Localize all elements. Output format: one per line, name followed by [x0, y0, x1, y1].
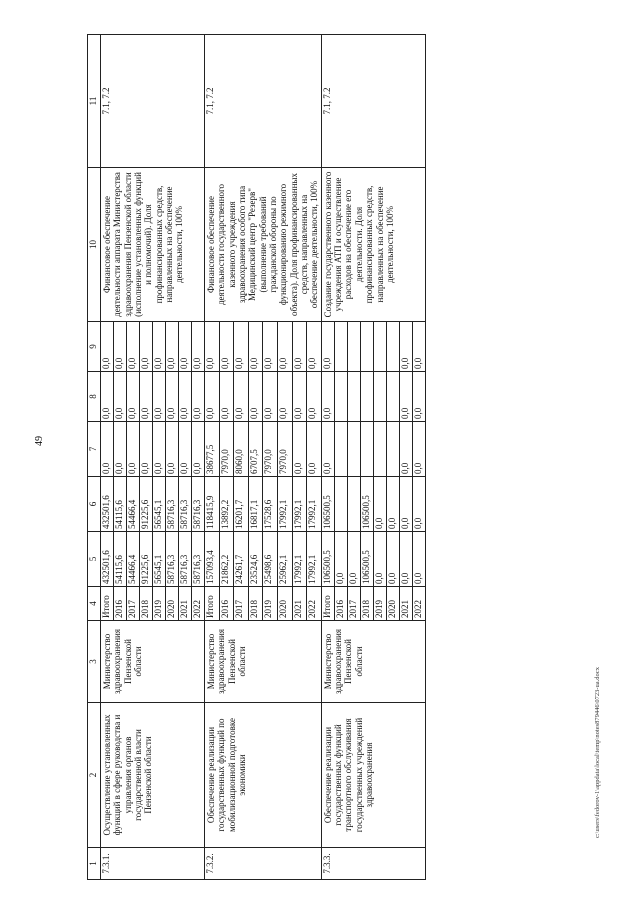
value-cell-col7: 0,0: [140, 422, 153, 477]
value-cell-col7: 7970,0: [219, 422, 234, 477]
value-cell-col6: 0,0: [386, 477, 399, 532]
value-cell-col5: 0,0: [347, 532, 360, 587]
value-cell-col5: 21862,2: [219, 532, 234, 587]
year-cell: 2019: [373, 587, 386, 621]
table-row: [205, 35, 220, 880]
column-header-10: 10: [88, 168, 101, 322]
value-cell-col8: 0,0: [234, 372, 249, 422]
value-cell-col5: 0,0: [399, 532, 412, 587]
row-number: 7.3.2.: [205, 848, 322, 880]
column-header-8: 8: [88, 372, 101, 422]
value-cell-col7: [373, 422, 386, 477]
column-header-11: 11: [88, 35, 101, 168]
value-cell-col8: 0,0: [192, 372, 205, 422]
value-cell-col6: 0,0: [373, 477, 386, 532]
table-row: [321, 35, 334, 880]
row-number: 7.3.3.: [321, 848, 425, 880]
value-cell-col9: 0,0: [219, 322, 234, 372]
value-cell-col8: 0,0: [114, 372, 127, 422]
value-cell-col7: 0,0: [321, 422, 334, 477]
value-cell-col9: 0,0: [263, 322, 278, 372]
column-header-7: 7: [88, 422, 101, 477]
column-header-4: 4: [88, 587, 101, 621]
value-cell-col8: 0,0: [219, 372, 234, 422]
value-cell-col6: 118415,9: [205, 477, 220, 532]
value-cell-col6: 54466,4: [127, 477, 140, 532]
value-cell-col7: 0,0: [412, 422, 425, 477]
value-cell-col6: 91225,6: [140, 477, 153, 532]
value-cell-col7: 0,0: [307, 422, 322, 477]
value-cell-col8: 0,0: [321, 372, 334, 422]
value-cell-col8: 0,0: [248, 372, 263, 422]
value-cell-col7: 0,0: [153, 422, 166, 477]
year-cell: 2021: [179, 587, 192, 621]
expected-result: Финансовое обеспечение деятельности аппарата Министерства здравоохранения Пензенской области (исполнение установленных функций и полномочий). Доля профинансированных средств, направленных на обеспечение деятельности, 100%: [101, 168, 205, 322]
value-cell-col9: [334, 322, 347, 372]
value-cell-col9: [373, 322, 386, 372]
value-cell-col8: [386, 372, 399, 422]
value-cell-col8: [347, 372, 360, 422]
value-cell-col8: 0,0: [205, 372, 220, 422]
value-cell-col7: 7970,0: [277, 422, 292, 477]
value-cell-col8: 0,0: [399, 372, 412, 422]
event-name: Осуществление установленных функций в сфере руководства и управления органов государственной власти Пензенской области: [101, 703, 205, 848]
year-cell: 2018: [140, 587, 153, 621]
value-cell-col6: 17992,1: [307, 477, 322, 532]
value-cell-col5: 54466,4: [127, 532, 140, 587]
value-cell-col9: 0,0: [277, 322, 292, 372]
year-cell: 2022: [412, 587, 425, 621]
value-cell-col8: 0,0: [101, 372, 114, 422]
value-cell-col6: [347, 477, 360, 532]
executor: Министерство здравоохранения Пензенской области: [321, 621, 425, 703]
value-cell-col7: 8060,0: [234, 422, 249, 477]
year-cell: 2022: [192, 587, 205, 621]
value-cell-col9: 0,0: [321, 322, 334, 372]
year-cell: 2020: [386, 587, 399, 621]
year-cell: Итого: [205, 587, 220, 621]
value-cell-col9: 0,0: [248, 322, 263, 372]
value-cell-col7: 0,0: [179, 422, 192, 477]
year-cell: 2019: [153, 587, 166, 621]
value-cell-col5: 157093,4: [205, 532, 220, 587]
year-cell: 2016: [219, 587, 234, 621]
value-cell-col9: 0,0: [399, 322, 412, 372]
value-cell-col8: [334, 372, 347, 422]
year-cell: 2020: [277, 587, 292, 621]
value-cell-col8: [373, 372, 386, 422]
value-cell-col8: 0,0: [179, 372, 192, 422]
page-number: 49: [34, 436, 45, 446]
column-header-1: 1: [88, 848, 101, 880]
event-name: Обеспечение реализации государственных функций транспортного обслуживания государственных учреждений здравоохранения: [321, 703, 425, 848]
row-number: 7.3.1.: [101, 848, 205, 880]
value-cell-col7: 6707,5: [248, 422, 263, 477]
value-cell-col5: 106500,5: [321, 532, 334, 587]
value-cell-col8: 0,0: [277, 372, 292, 422]
expected-result: Создание государственного казенного учреждения АТП и осуществление расходов на обеспечение его деятельности. Доля профинансированных средств, направленных на обеспечение деятельности, 100%: [321, 168, 425, 322]
value-cell-col9: 0,0: [140, 322, 153, 372]
value-cell-col5: 23524,6: [248, 532, 263, 587]
value-cell-col8: 0,0: [153, 372, 166, 422]
value-cell-col6: [334, 477, 347, 532]
value-cell-col9: 0,0: [234, 322, 249, 372]
value-cell-col6: 58716,3: [179, 477, 192, 532]
value-cell-col9: 0,0: [179, 322, 192, 372]
value-cell-col5: 25498,6: [263, 532, 278, 587]
value-cell-col6: 56545,1: [153, 477, 166, 532]
value-cell-col7: 0,0: [114, 422, 127, 477]
value-cell-col9: 0,0: [292, 322, 307, 372]
column-header-9: 9: [88, 322, 101, 372]
year-cell: 2017: [347, 587, 360, 621]
year-cell: 2021: [292, 587, 307, 621]
value-cell-col6: 17992,1: [292, 477, 307, 532]
value-cell-col5: 0,0: [334, 532, 347, 587]
column-header-5: 5: [88, 532, 101, 587]
value-cell-col7: 7970,0: [263, 422, 278, 477]
value-cell-col6: 432501,6: [101, 477, 114, 532]
value-cell-col5: 0,0: [386, 532, 399, 587]
table-row: [101, 35, 114, 880]
year-cell: 2019: [263, 587, 278, 621]
value-cell-col6: 16201,7: [234, 477, 249, 532]
value-cell-col5: 106500,5: [360, 532, 373, 587]
value-cell-col5: 54115,6: [114, 532, 127, 587]
value-cell-col8: 0,0: [140, 372, 153, 422]
year-cell: 2017: [127, 587, 140, 621]
value-cell-col7: [347, 422, 360, 477]
rotated-table-wrapper: [87, 35, 627, 880]
value-cell-col6: 0,0: [399, 477, 412, 532]
value-cell-col7: 0,0: [166, 422, 179, 477]
value-cell-col6: 54115,6: [114, 477, 127, 532]
value-cell-col6: 106500,5: [360, 477, 373, 532]
year-cell: 2018: [360, 587, 373, 621]
value-cell-col5: 17992,1: [292, 532, 307, 587]
event-name: Обеспечение реализации государственных функций по мобилизационной подготовке экономики: [205, 703, 322, 848]
column-header-6: 6: [88, 477, 101, 532]
value-cell-col6: 17528,6: [263, 477, 278, 532]
value-cell-col9: [347, 322, 360, 372]
value-cell-col6: 58716,3: [166, 477, 179, 532]
value-cell-col5: 91225,6: [140, 532, 153, 587]
year-cell: 2016: [334, 587, 347, 621]
value-cell-col6: 13892,2: [219, 477, 234, 532]
value-cell-col5: 58716,3: [166, 532, 179, 587]
value-cell-col9: 0,0: [307, 322, 322, 372]
expected-result: Финансовое обеспечение деятельности государственного казенного учреждения здравоохранения особого типа Медицинский центр "Резерв" (выполнение требований гражданской обороны по функционированию режимного объекта). Доля профинансированных средств, направленных на обеспечение деятельности, 100%: [205, 168, 322, 322]
value-cell-col6: 17992,1: [277, 477, 292, 532]
value-cell-col5: 58716,3: [192, 532, 205, 587]
value-cell-col8: 0,0: [292, 372, 307, 422]
value-cell-col9: 0,0: [205, 322, 220, 372]
value-cell-col9: [360, 322, 373, 372]
year-cell: Итого: [101, 587, 114, 621]
value-cell-col5: 432501,6: [101, 532, 114, 587]
value-cell-col7: 38677,5: [205, 422, 220, 477]
column-header-3: 3: [88, 621, 101, 703]
footer-file-path: c:\users\fedorov-1\appdata\local\temp\notes879446\0723-ua.docx: [594, 667, 601, 838]
year-cell: 2022: [307, 587, 322, 621]
value-cell-col7: [386, 422, 399, 477]
value-cell-col6: 106500,5: [321, 477, 334, 532]
value-cell-col6: 58716,3: [192, 477, 205, 532]
value-cell-col5: 25962,1: [277, 532, 292, 587]
year-cell: 2018: [248, 587, 263, 621]
value-cell-col8: 0,0: [127, 372, 140, 422]
value-cell-col8: 0,0: [412, 372, 425, 422]
value-cell-col5: 58716,3: [179, 532, 192, 587]
value-cell-col7: 0,0: [292, 422, 307, 477]
value-cell-col9: 0,0: [127, 322, 140, 372]
value-cell-col5: 24261,7: [234, 532, 249, 587]
value-cell-col5: 17992,1: [307, 532, 322, 587]
value-cell-col8: 0,0: [307, 372, 322, 422]
year-cell: 2021: [399, 587, 412, 621]
indicator-ref: 7.1, 7.2: [101, 35, 205, 168]
value-cell-col9: 0,0: [412, 322, 425, 372]
value-cell-col9: 0,0: [114, 322, 127, 372]
value-cell-col7: 0,0: [399, 422, 412, 477]
year-cell: 2020: [166, 587, 179, 621]
value-cell-col5: 0,0: [373, 532, 386, 587]
value-cell-col7: 0,0: [101, 422, 114, 477]
executor: Министерство здравоохранения Пензенской области: [205, 621, 322, 703]
program-table: [87, 34, 426, 880]
value-cell-col9: 0,0: [192, 322, 205, 372]
value-cell-col9: 0,0: [153, 322, 166, 372]
year-cell: 2016: [114, 587, 127, 621]
value-cell-col6: 0,0: [412, 477, 425, 532]
value-cell-col9: 0,0: [101, 322, 114, 372]
year-cell: Итого: [321, 587, 334, 621]
value-cell-col8: 0,0: [263, 372, 278, 422]
value-cell-col8: 0,0: [166, 372, 179, 422]
indicator-ref: 7.1, 7.2: [321, 35, 425, 168]
value-cell-col5: 0,0: [412, 532, 425, 587]
executor: Министерство здравоохранения Пензенской области: [101, 621, 205, 703]
value-cell-col7: [334, 422, 347, 477]
value-cell-col7: [360, 422, 373, 477]
column-header-2: 2: [88, 703, 101, 848]
value-cell-col6: 16817,1: [248, 477, 263, 532]
header-row: [88, 35, 101, 880]
value-cell-col9: 0,0: [166, 322, 179, 372]
year-cell: 2017: [234, 587, 249, 621]
value-cell-col5: 56545,1: [153, 532, 166, 587]
value-cell-col7: 0,0: [127, 422, 140, 477]
indicator-ref: 7.1, 7.2: [205, 35, 322, 168]
value-cell-col8: [360, 372, 373, 422]
value-cell-col9: [386, 322, 399, 372]
value-cell-col7: 0,0: [192, 422, 205, 477]
